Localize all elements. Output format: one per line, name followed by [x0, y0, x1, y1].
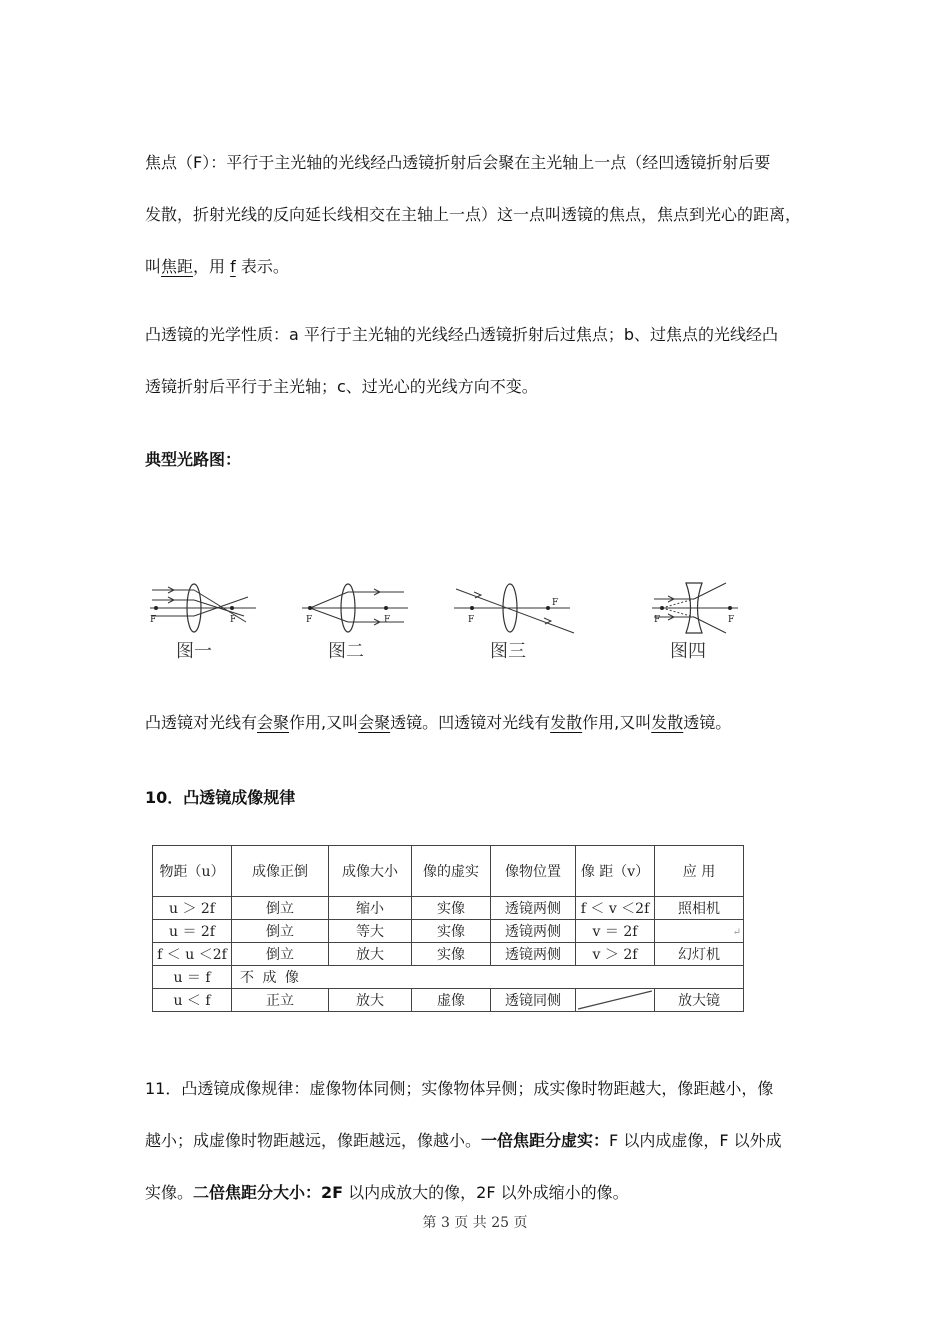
- text-run: 透镜。凹透镜对光线有: [390, 713, 551, 732]
- column-header: 成像正倒: [232, 846, 329, 897]
- ray: [310, 592, 348, 608]
- table-row: [153, 897, 744, 920]
- table-cell: 倒立: [232, 897, 329, 920]
- table-cell: 倒立: [232, 920, 329, 943]
- diagram-2: [300, 575, 410, 665]
- ray: [310, 608, 348, 622]
- arrow: [544, 618, 551, 624]
- table-cell: 照相机: [655, 897, 744, 920]
- table-cell: 放大: [329, 943, 412, 966]
- diagram-caption: 图四: [670, 641, 706, 662]
- text-line: 透镜折射后平行于主光轴；c、过光心的光线方向不变。: [145, 377, 538, 396]
- bold-text: 一倍焦距分虚实：: [481, 1131, 610, 1150]
- table-header-row: [153, 846, 744, 897]
- section-heading: 10．凸透镜成像规律: [145, 788, 296, 807]
- table-cell: f ＜ u ＜2f: [153, 943, 232, 966]
- table-cell-diagonal: [576, 989, 655, 1012]
- ray: [194, 597, 248, 616]
- table-cell-no-image: 不 成 像: [232, 966, 744, 989]
- text-line: [145, 241, 817, 293]
- column-header: 应 用: [655, 846, 744, 897]
- imaging-summary-paragraph: [145, 1063, 817, 1219]
- focus-definition-paragraph: [145, 137, 817, 293]
- column-header: 物距（u）: [153, 846, 232, 897]
- diagonal-slash: [576, 989, 654, 1011]
- extension-line: [662, 599, 694, 608]
- ray: [194, 590, 246, 622]
- table-cell: 放大: [329, 989, 412, 1012]
- column-header: 成像大小: [329, 846, 412, 897]
- table-cell: u ＞ 2f: [153, 897, 232, 920]
- table-cell: 实像: [412, 943, 491, 966]
- text-run: 以内成放大的像，2F 以外成缩小的像。: [343, 1183, 629, 1202]
- focus-label: F: [306, 615, 313, 625]
- section-heading: 典型光路图：: [145, 450, 242, 469]
- text-run: 作用,又叫: [582, 713, 652, 732]
- table-cell: u ＝ f: [153, 966, 232, 989]
- text-run: 表示。: [235, 257, 289, 276]
- column-header: 像物位置: [491, 846, 576, 897]
- table-cell: v ＞ 2f: [576, 943, 655, 966]
- table-row: [153, 920, 744, 943]
- page-footer: 第 3 页 共 25 页: [422, 1215, 528, 1231]
- focus-label: F: [468, 615, 475, 625]
- underlined-term: 发散: [651, 713, 684, 732]
- diagram-1: [148, 575, 258, 665]
- table-cell: 倒立: [232, 943, 329, 966]
- focus-label: F: [728, 615, 735, 625]
- text-run: 透镜。: [683, 713, 732, 732]
- table-cell: 放大镜: [655, 989, 744, 1012]
- table-cell: 等大: [329, 920, 412, 943]
- underlined-term: 发散: [550, 713, 583, 732]
- diagram-caption: 图二: [328, 641, 364, 662]
- focus-label: F: [150, 615, 157, 625]
- imaging-rules-table: [152, 845, 744, 1012]
- table-cell: u ＝ 2f: [153, 920, 232, 943]
- text-run: F 以内成虚像，F 以外成: [609, 1131, 782, 1150]
- extension-line: [662, 608, 694, 617]
- underlined-term: f: [230, 257, 236, 276]
- text-run: 凸透镜对光线有: [145, 713, 258, 732]
- focus-label: F: [654, 615, 661, 625]
- column-header: 像 距（v）: [576, 846, 655, 897]
- table-cell: 幻灯机: [655, 943, 744, 966]
- column-header: 像的虚实: [412, 846, 491, 897]
- text-run: ，用: [193, 257, 231, 276]
- table-row: [153, 989, 744, 1012]
- text-run: 作用,又叫: [289, 713, 359, 732]
- table-cell: 实像: [412, 897, 491, 920]
- diagram-4: [650, 575, 750, 665]
- underlined-term: 焦距: [161, 257, 194, 276]
- diagram-3: [452, 575, 582, 665]
- table-cell: 透镜同侧: [491, 989, 576, 1012]
- table-cell: f ＜ v ＜2f: [576, 897, 655, 920]
- focus-label: F: [384, 615, 391, 625]
- focus-point: [230, 606, 234, 610]
- table-cell: 缩小: [329, 897, 412, 920]
- table-cell: [655, 920, 744, 943]
- text-line: 发散，折射光线的反向延长线相交在主轴上一点）这一点叫透镜的焦点，焦点到光心的距离，: [145, 205, 802, 224]
- text-run: 叫: [145, 257, 162, 276]
- focus-point: [308, 606, 312, 610]
- focus-label: F: [230, 615, 237, 625]
- bold-text: 二倍焦距分大小：2F: [193, 1183, 344, 1202]
- underlined-term: 会聚: [358, 713, 391, 732]
- focus-point: [470, 606, 474, 610]
- underlined-term: 会聚: [257, 713, 290, 732]
- table-cell: v ＝ 2f: [576, 920, 655, 943]
- arrow: [474, 592, 481, 598]
- optical-properties-paragraph: [145, 309, 817, 413]
- text-run: 实像。: [145, 1183, 194, 1202]
- table-cell: 透镜两侧: [491, 897, 576, 920]
- text-line: 11．凸透镜成像规律：虚像物体同侧；实像物体异侧；成实像时物距越大，像距越小，像: [145, 1079, 774, 1098]
- focus-point: [660, 606, 664, 610]
- focus-point: [546, 606, 550, 610]
- table-cell: u ＜ f: [153, 989, 232, 1012]
- text-line: [145, 697, 817, 749]
- ray: [694, 617, 726, 633]
- diagram-caption: 图一: [176, 641, 212, 662]
- focus-label: F: [552, 598, 559, 608]
- table-cell: 透镜两侧: [491, 920, 576, 943]
- text-line: [145, 1115, 817, 1167]
- table-cell: 透镜两侧: [491, 943, 576, 966]
- paragraph-mark: ↵: [732, 927, 741, 938]
- diagram-caption: 图三: [490, 641, 526, 662]
- lens-effect-paragraph: [145, 697, 817, 749]
- focus-point: [728, 606, 732, 610]
- focus-point: [384, 606, 388, 610]
- table-cell: 实像: [412, 920, 491, 943]
- table-row: [153, 943, 744, 966]
- table-cell: 正立: [232, 989, 329, 1012]
- text-run: 越小；成虚像时物距越远，像距越远，像越小。: [145, 1131, 482, 1150]
- table-row: [153, 966, 744, 989]
- text-line: 焦点（F）：平行于主光轴的光线经凸透镜折射后会聚在主光轴上一点（经凹透镜折射后要: [145, 153, 771, 172]
- focus-point: [154, 606, 158, 610]
- text-line: 凸透镜的光学性质：a 平行于主光轴的光线经凸透镜折射后过焦点；b、过焦点的光线经凸: [145, 325, 779, 344]
- table-cell: 虚像: [412, 989, 491, 1012]
- ray: [694, 583, 726, 599]
